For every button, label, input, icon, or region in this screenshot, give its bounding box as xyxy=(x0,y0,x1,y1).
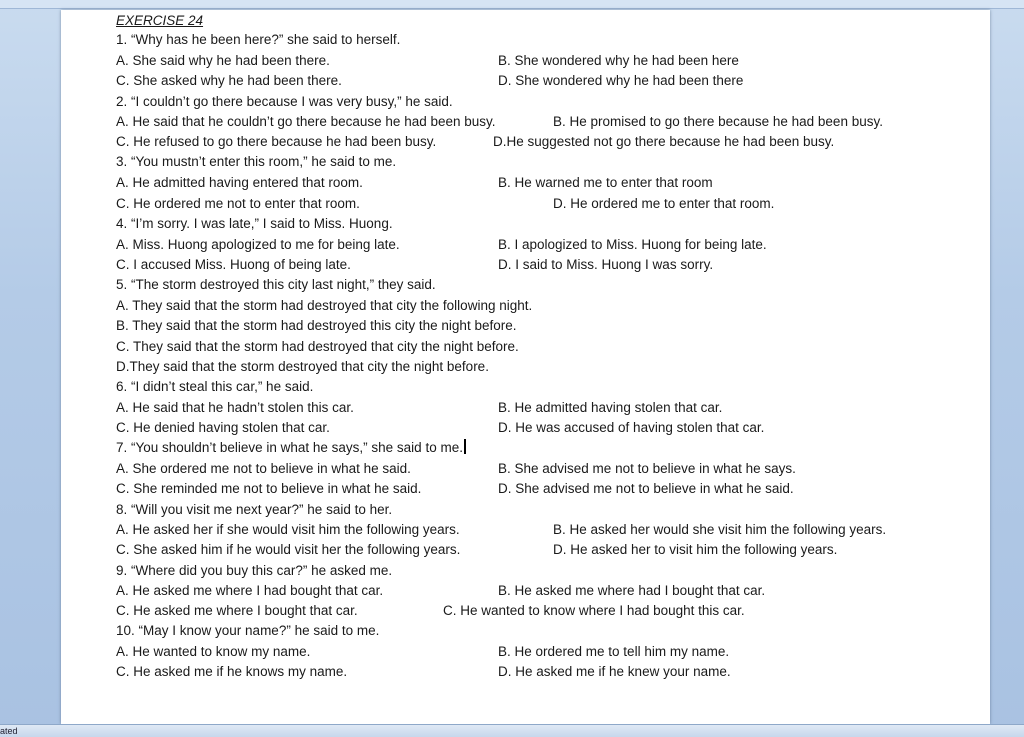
question-7-option-d: D. She advised me not to believe in what he said. xyxy=(498,481,794,496)
question-1-option-c: C. She asked why he had been there. xyxy=(116,73,342,88)
question-5-option-d: D.They said that the storm destroyed that city the night before. xyxy=(116,359,489,374)
question-3-option-c: C. He ordered me not to enter that room. xyxy=(116,196,360,211)
question-6-option-a: A. He said that he hadn’t stolen this car. xyxy=(116,400,354,415)
question-3-option-d: D. He ordered me to enter that room. xyxy=(553,196,775,211)
question-9-option-d: C. He wanted to know where I had bought this car. xyxy=(443,603,745,618)
question-1-option-b: B. She wondered why he had been here xyxy=(498,53,739,68)
question-4-option-d: D. I said to Miss. Huong I was sorry. xyxy=(498,257,714,272)
question-10-option-d: D. He asked me if he knew your name. xyxy=(498,664,731,679)
question-4-option-c: C. I accused Miss. Huong of being late. xyxy=(116,257,351,272)
question-3-option-a: A. He admitted having entered that room. xyxy=(116,175,363,190)
question-6-option-d: D. He was accused of having stolen that car. xyxy=(498,420,765,435)
question-6-option-c: C. He denied having stolen that car. xyxy=(116,420,330,435)
question-2-option-b: B. He promised to go there because he had been busy. xyxy=(553,114,883,129)
status-text: ated xyxy=(0,726,18,736)
document-page[interactable] xyxy=(61,10,990,724)
question-8-option-a: A. He asked her if she would visit him the following years. xyxy=(116,522,460,537)
ribbon-edge xyxy=(0,0,1024,9)
question-5-option-c: C. They said that the storm had destroyed that city the night before. xyxy=(116,339,519,354)
status-bar xyxy=(0,724,1024,737)
question-10-option-a: A. He wanted to know my name. xyxy=(116,644,311,659)
question-5-option-a: A. They said that the storm had destroyed that city the following night. xyxy=(116,298,533,313)
question-9-option-c: C. He asked me where I bought that car. xyxy=(116,603,358,618)
question-4-option-a: A. Miss. Huong apologized to me for being late. xyxy=(116,237,400,252)
question-3-stem: 3. “You mustn’t enter this room,” he said to me. xyxy=(116,154,397,169)
question-2-option-a: A. He said that he couldn’t go there because he had been busy. xyxy=(116,114,496,129)
question-8-stem: 8. “Will you visit me next year?” he said to her. xyxy=(116,502,393,517)
question-2-stem: 2. “I couldn’t go there because I was very busy,” he said. xyxy=(116,94,453,109)
question-10-option-c: C. He asked me if he knows my name. xyxy=(116,664,348,679)
question-8-option-c: C. She asked him if he would visit her the following years. xyxy=(116,542,461,557)
question-6-option-b: B. He admitted having stolen that car. xyxy=(498,400,723,415)
text-cursor xyxy=(464,439,466,454)
question-2-option-c: C. He refused to go there because he had been busy. xyxy=(116,134,437,149)
question-7-stem-line[interactable] xyxy=(116,439,466,457)
question-6-stem: 6. “I didn’t steal this car,” he said. xyxy=(116,379,314,394)
question-10-stem: 10. “May I know your name?” he said to me. xyxy=(116,623,380,638)
question-1-option-a: A. She said why he had been there. xyxy=(116,53,330,68)
question-7-option-a: A. She ordered me not to believe in what he said. xyxy=(116,461,411,476)
question-1-option-d: D. She wondered why he had been there xyxy=(498,73,744,88)
question-7-option-c: C. She reminded me not to believe in what he said. xyxy=(116,481,422,496)
question-7-stem: 7. “You shouldn’t believe in what he says,” she said to me. xyxy=(116,440,463,455)
question-3-option-b: B. He warned me to enter that room xyxy=(498,175,713,190)
question-4-stem: 4. “I’m sorry. I was late,” I said to Miss. Huong. xyxy=(116,216,393,231)
question-5-stem: 5. “The storm destroyed this city last night,” they said. xyxy=(116,277,436,292)
question-7-option-b: B. She advised me not to believe in what he says. xyxy=(498,461,796,476)
question-2-option-d: D.He suggested not go there because he had been busy. xyxy=(493,134,835,149)
question-1-stem: 1. “Why has he been here?” she said to herself. xyxy=(116,32,401,47)
exercise-title: EXERCISE 24 xyxy=(116,13,204,28)
question-10-option-b: B. He ordered me to tell him my name. xyxy=(498,644,730,659)
question-8-option-d: D. He asked her to visit him the following years. xyxy=(553,542,838,557)
question-5-option-b: B. They said that the storm had destroyed this city the night before. xyxy=(116,318,517,333)
question-9-stem: 9. “Where did you buy this car?” he asked me. xyxy=(116,563,393,578)
question-9-option-a: A. He asked me where I had bought that car. xyxy=(116,583,384,598)
question-9-option-b: B. He asked me where had I bought that car. xyxy=(498,583,766,598)
question-8-option-b: B. He asked her would she visit him the following years. xyxy=(553,522,887,537)
question-4-option-b: B. I apologized to Miss. Huong for being late. xyxy=(498,237,767,252)
